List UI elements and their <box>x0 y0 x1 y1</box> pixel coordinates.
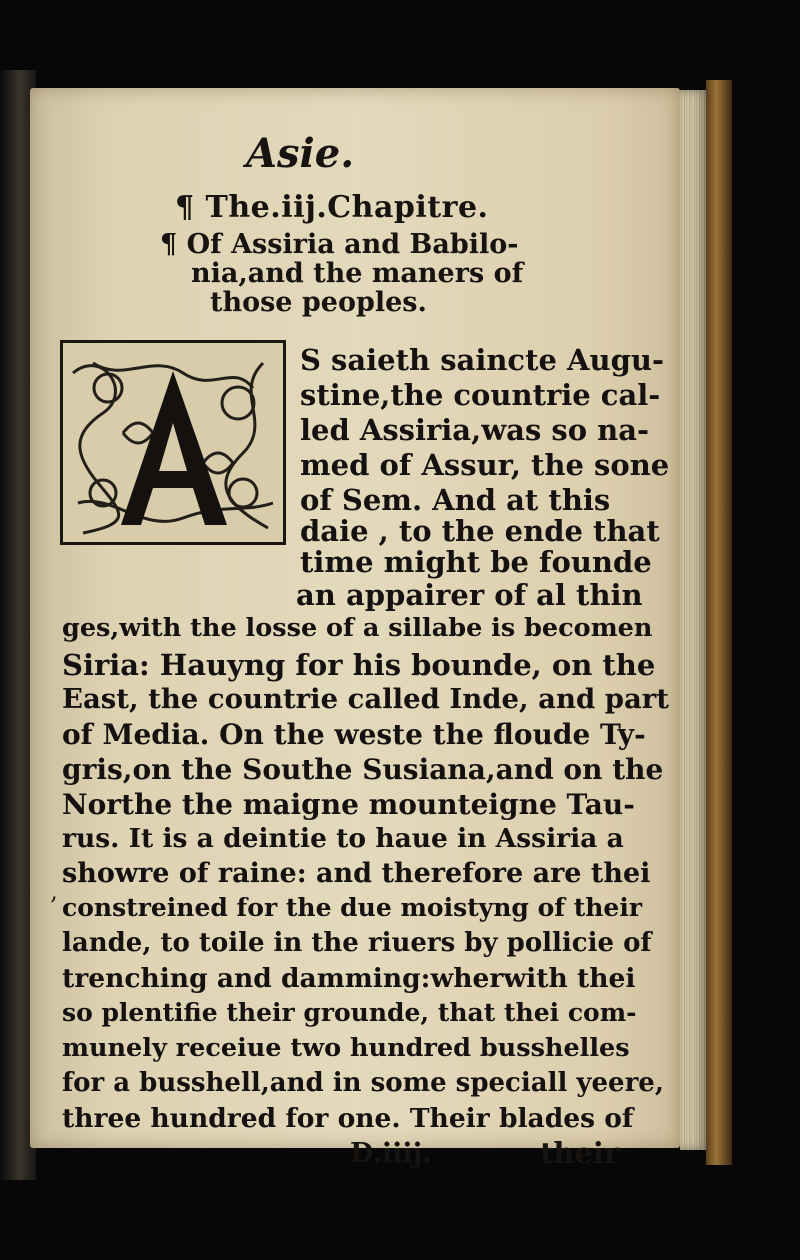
book-cover-edge <box>706 80 732 1165</box>
text-line: Siria: Hauyng for his bounde, on the <box>62 648 656 682</box>
text-line: time might be founde <box>300 545 652 579</box>
decorated-initial <box>60 340 286 545</box>
text-line: med of Assur, the sone <box>300 448 670 482</box>
text-line: trenching and damming:wherwith thei <box>62 963 636 994</box>
text-line: Northe the maigne mounteigne Tau- <box>62 788 635 821</box>
chapter-title: ¶ The.iij.Chapitre. <box>175 190 489 225</box>
page-edges <box>680 90 708 1150</box>
decorated-initial-a-icon <box>63 343 283 542</box>
text-line: S saieth saincte Augu- <box>300 343 665 377</box>
text-line: ges,with the losse of a sillabe is becomen <box>62 613 653 643</box>
text-line: munely receiue two hundred busshelles <box>62 1033 630 1063</box>
catchword: their <box>540 1136 620 1170</box>
text-line: East, the countrie called Inde, and part <box>62 683 670 715</box>
text-line: of Media. On the weste the floude Ty- <box>62 718 646 751</box>
running-head: Asie. <box>246 130 355 177</box>
chapter-subtitle-line: those peoples. <box>210 287 427 318</box>
text-line: lande, to toile in the riuers by pollicie of <box>62 928 652 958</box>
margin-mark: ‚ <box>50 877 58 905</box>
text-line: three hundred for one. Their blades of <box>62 1103 634 1134</box>
text-line: daie , to the ende that <box>300 514 660 548</box>
text-line: led Assiria,was so na- <box>300 413 650 447</box>
text-line: an appairer of al thin <box>296 578 643 612</box>
text-line: gris,on the Southe Susiana,and on the <box>62 753 664 786</box>
chapter-subtitle-line: nia,and the maners of <box>191 258 524 289</box>
text-line: so plentifie their grounde, that thei com- <box>62 998 637 1027</box>
text-line: rus. It is a deintie to haue in Assiria a <box>62 823 624 854</box>
text-line: showre of raine: and therefore are thei <box>62 858 651 889</box>
text-line: stine,the countrie cal- <box>300 378 661 412</box>
text-line: for a busshell,and in some speciall yeere, <box>62 1068 664 1098</box>
chapter-subtitle-line: ¶ Of Assiria and Babilo- <box>160 229 519 260</box>
text-line: constreined for the due moistyng of their <box>62 893 643 922</box>
signature-mark: D.iiij. <box>350 1138 432 1169</box>
text-line: of Sem. And at this <box>300 483 611 517</box>
